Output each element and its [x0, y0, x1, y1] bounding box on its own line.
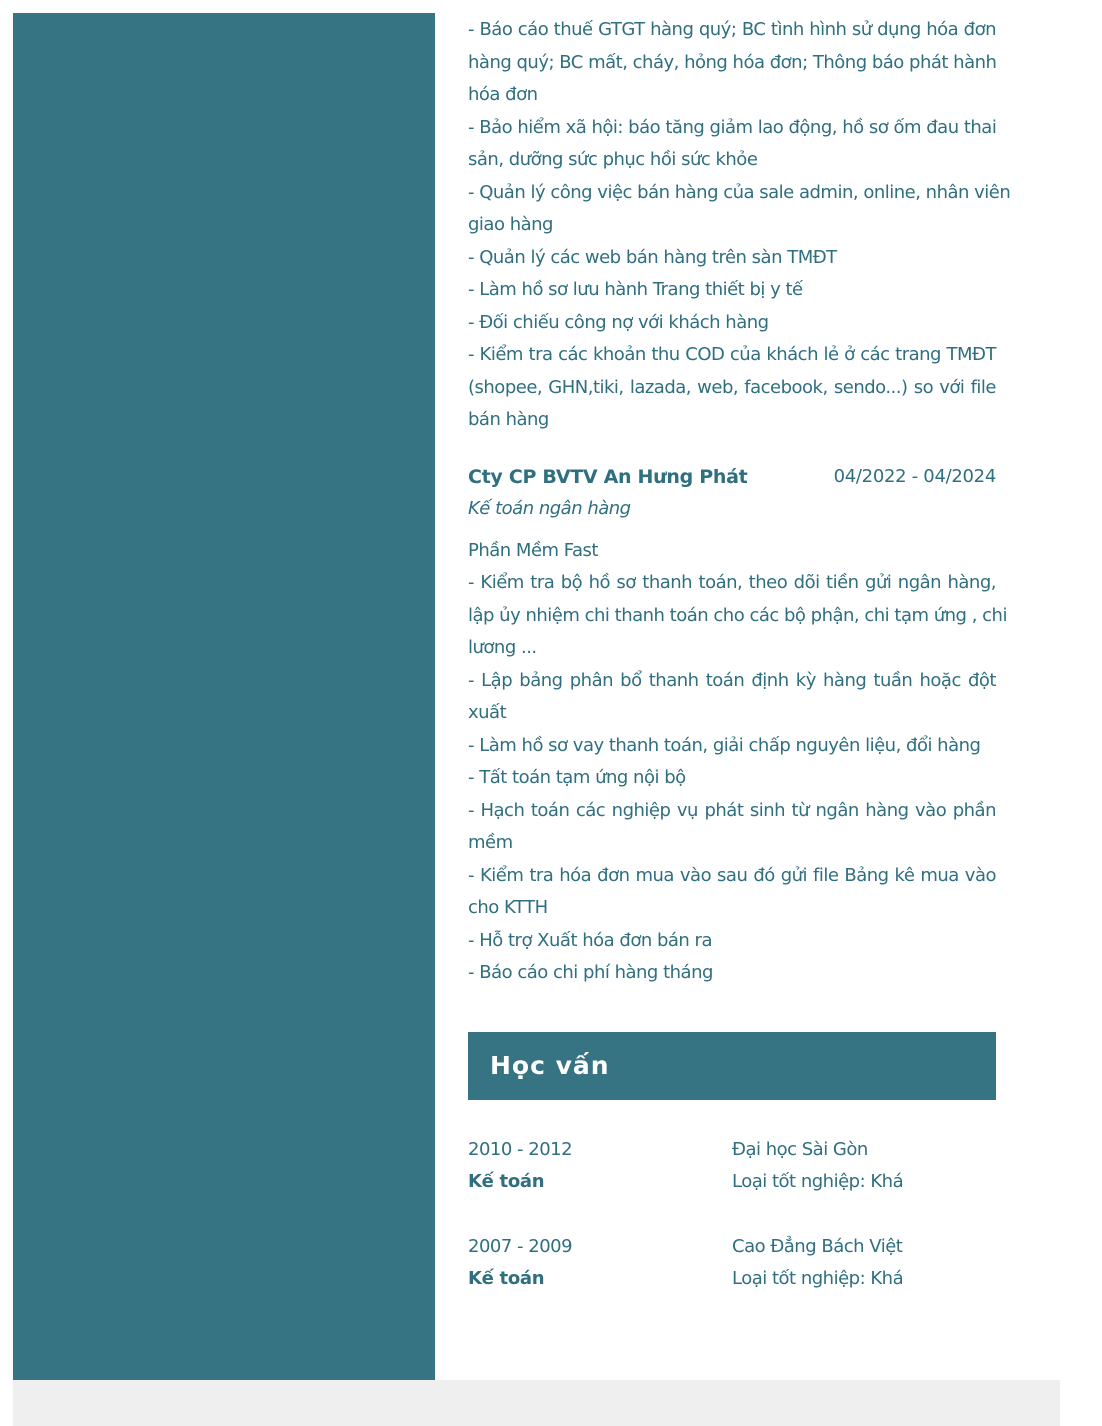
- duty-line: - Báo cáo chi phí hàng tháng: [468, 962, 713, 983]
- education-major: Kế toán: [468, 1268, 545, 1289]
- duty-line: - Quản lý công việc bán hàng của sale admin, online, nhân viên: [468, 181, 1011, 203]
- education-school: Cao Đẳng Bách Việt: [732, 1235, 903, 1257]
- page-footer-band: [13, 1380, 1060, 1426]
- job-duties: [468, 535, 1007, 990]
- duty-line: - Bảo hiểm xã hội: báo tăng giảm lao động, hồ sơ ốm đau thai: [468, 116, 997, 138]
- education-section-header: [468, 1032, 996, 1100]
- company-name: Cty CP BVTV An Hưng Phát: [468, 465, 748, 488]
- duty-line: hóa đơn: [468, 84, 538, 105]
- duty-line: - Tất toán tạm ứng nội bộ: [468, 767, 686, 788]
- education-item: [468, 1134, 996, 1199]
- education-section-title: Học vấn: [490, 1050, 610, 1080]
- duty-line: hàng quý; BC mất, cháy, hỏng hóa đơn; Thông báo phát hành: [468, 51, 997, 73]
- education-major: Kế toán: [468, 1171, 545, 1192]
- duty-line: (shopee, GHN,tiki, lazada, web, facebook, sendo...) so với file: [468, 376, 996, 398]
- duty-line: cho KTTH: [468, 897, 548, 918]
- education-period: 2007 - 2009: [468, 1235, 573, 1257]
- education-list: [468, 1134, 996, 1296]
- education-left-column: [468, 1231, 728, 1296]
- experience-duties-previous: [468, 14, 1011, 437]
- job-period: 04/2022 - 04/2024: [833, 465, 996, 487]
- duty-line: Phần Mềm Fast: [468, 539, 598, 561]
- job-position: Kế toán ngân hàng: [468, 497, 631, 519]
- duty-line: - Báo cáo thuế GTGT hàng quý; BC tình hình sử dụng hóa đơn: [468, 19, 996, 40]
- duty-line: - Kiểm tra hóa đơn mua vào sau đó gửi file Bảng kê mua vào: [468, 864, 996, 886]
- education-right-column: [732, 1134, 996, 1199]
- duty-line: - Kiểm tra bộ hồ sơ thanh toán, theo dõi tiền gửi ngân hàng,: [468, 572, 996, 593]
- job-header: [468, 461, 996, 493]
- duty-line: - Làm hồ sơ vay thanh toán, giải chấp nguyên liệu, đổi hàng: [468, 734, 981, 756]
- duty-line: - Hạch toán các nghiệp vụ phát sinh từ ngân hàng vào phần: [468, 799, 996, 821]
- duty-line: - Đối chiếu công nợ với khách hàng: [468, 311, 769, 333]
- education-left-column: [468, 1134, 728, 1199]
- duty-line: lương ...: [468, 637, 537, 658]
- duty-line: - Làm hồ sơ lưu hành Trang thiết bị y tế: [468, 279, 803, 300]
- education-school: Đại học Sài Gòn: [732, 1138, 868, 1160]
- education-grade: Loại tốt nghiệp: Khá: [732, 1268, 904, 1289]
- sidebar-panel: [13, 13, 435, 1380]
- duty-line: sản, dưỡng sức phục hồi sức khỏe: [468, 149, 758, 170]
- duty-line: lập ủy nhiệm chi thanh toán cho các bộ phận, chi tạm ứng , chi: [468, 604, 1007, 626]
- duty-line: giao hàng: [468, 214, 553, 235]
- education-grade: Loại tốt nghiệp: Khá: [732, 1171, 904, 1192]
- duty-line: - Quản lý các web bán hàng trên sàn TMĐT: [468, 246, 837, 268]
- education-period: 2010 - 2012: [468, 1138, 573, 1160]
- duty-line: - Kiểm tra các khoản thu COD của khách lẻ ở các trang TMĐT: [468, 344, 996, 365]
- duty-line: mềm: [468, 832, 513, 853]
- duty-line: - Lập bảng phân bổ thanh toán định kỳ hàng tuần hoặc đột: [468, 669, 996, 691]
- duty-line: bán hàng: [468, 409, 549, 430]
- duty-line: - Hỗ trợ Xuất hóa đơn bán ra: [468, 929, 712, 951]
- main-content: [468, 14, 1011, 1328]
- education-right-column: [732, 1231, 996, 1296]
- duty-line: xuất: [468, 702, 507, 723]
- education-item: [468, 1231, 996, 1296]
